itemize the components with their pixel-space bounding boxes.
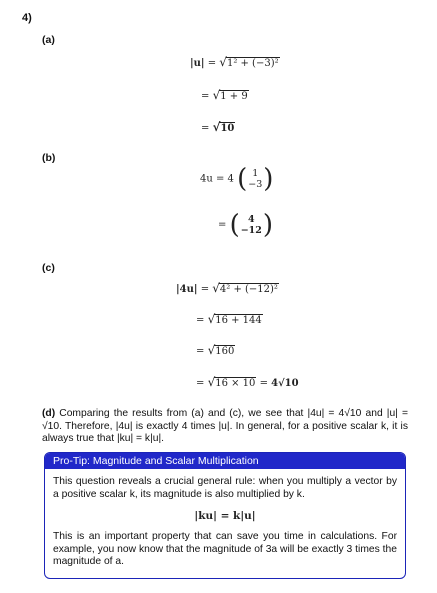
part-c-line-2: = √16 + 144: [196, 312, 262, 326]
pro-tip-paragraph-1: This question reveals a crucial general rule: when you multiply a vector by a positive scalar k, its magnitude is also multiplied by k.: [53, 476, 397, 500]
pro-tip-paragraph-2: This is an important property that can save you time in calculations. For example, you now know that the magnitude of 3a will be exactly 3 times the magnitude of a.: [53, 531, 397, 567]
part-a-line-2: = √1 + 9: [201, 88, 248, 102]
scaled-vector-lhs: 4u = 4: [200, 173, 234, 185]
radicand-c2: 16 + 144: [215, 315, 262, 326]
part-b-line-1: [200, 166, 273, 192]
result-4root10: 4√10: [271, 378, 299, 389]
part-c-label: (c): [42, 262, 55, 274]
column-vector-4u: ( 4 −12 ): [229, 210, 274, 240]
part-c-line-1: |4u| = √4² + (−12)²: [176, 281, 278, 295]
radicand-a2: 1 + 9: [220, 91, 248, 102]
radicand-c3: 160: [215, 346, 235, 357]
pro-tip-box: [44, 452, 406, 579]
part-b-label: (b): [42, 152, 56, 164]
part-c-line-3: = √160: [196, 343, 235, 357]
vector-u-x: 1: [252, 168, 259, 179]
part-a-label: (a): [42, 34, 55, 46]
magnitude-u: |u|: [190, 58, 205, 69]
vector-u-y: −3: [248, 179, 263, 190]
radicand-a3: 10: [220, 123, 235, 134]
question-number: 4): [22, 12, 32, 24]
magnitude-4u: |4u|: [176, 284, 198, 295]
column-vector-u: ( 1 −3 ): [237, 164, 274, 194]
part-a-line-3: = √10: [201, 120, 235, 134]
part-a-line-1: |u| = √1² + (−3)²: [190, 55, 279, 69]
part-d-label: (d): [42, 408, 56, 419]
pro-tip-formula: |ku| = k|u|: [194, 510, 256, 522]
pro-tip-title: Pro-Tip: Magnitude and Scalar Multiplication: [45, 453, 405, 469]
vector-4u-y: −12: [240, 225, 262, 236]
vector-4u-x: 4: [248, 214, 255, 225]
part-d-paragraph: [42, 408, 408, 446]
radicand-c1: 4² + (−12)²: [219, 284, 278, 295]
part-d-text: Comparing the results from (a) and (c), we see that |4u| = 4√10 and |u| = √10. Therefore, |4u| is exactly 4 times |u|. In general, for a positive scalar k, it is always true that |ku| = k|u|.: [42, 408, 408, 444]
part-b-line-2: = ( 4 −12 ): [218, 210, 274, 240]
radicand-a1: 1² + (−3)²: [226, 58, 279, 69]
radicand-c4: 16 × 10: [215, 378, 256, 389]
part-c-line-4: = √16 × 10 = 4√10: [196, 375, 299, 389]
